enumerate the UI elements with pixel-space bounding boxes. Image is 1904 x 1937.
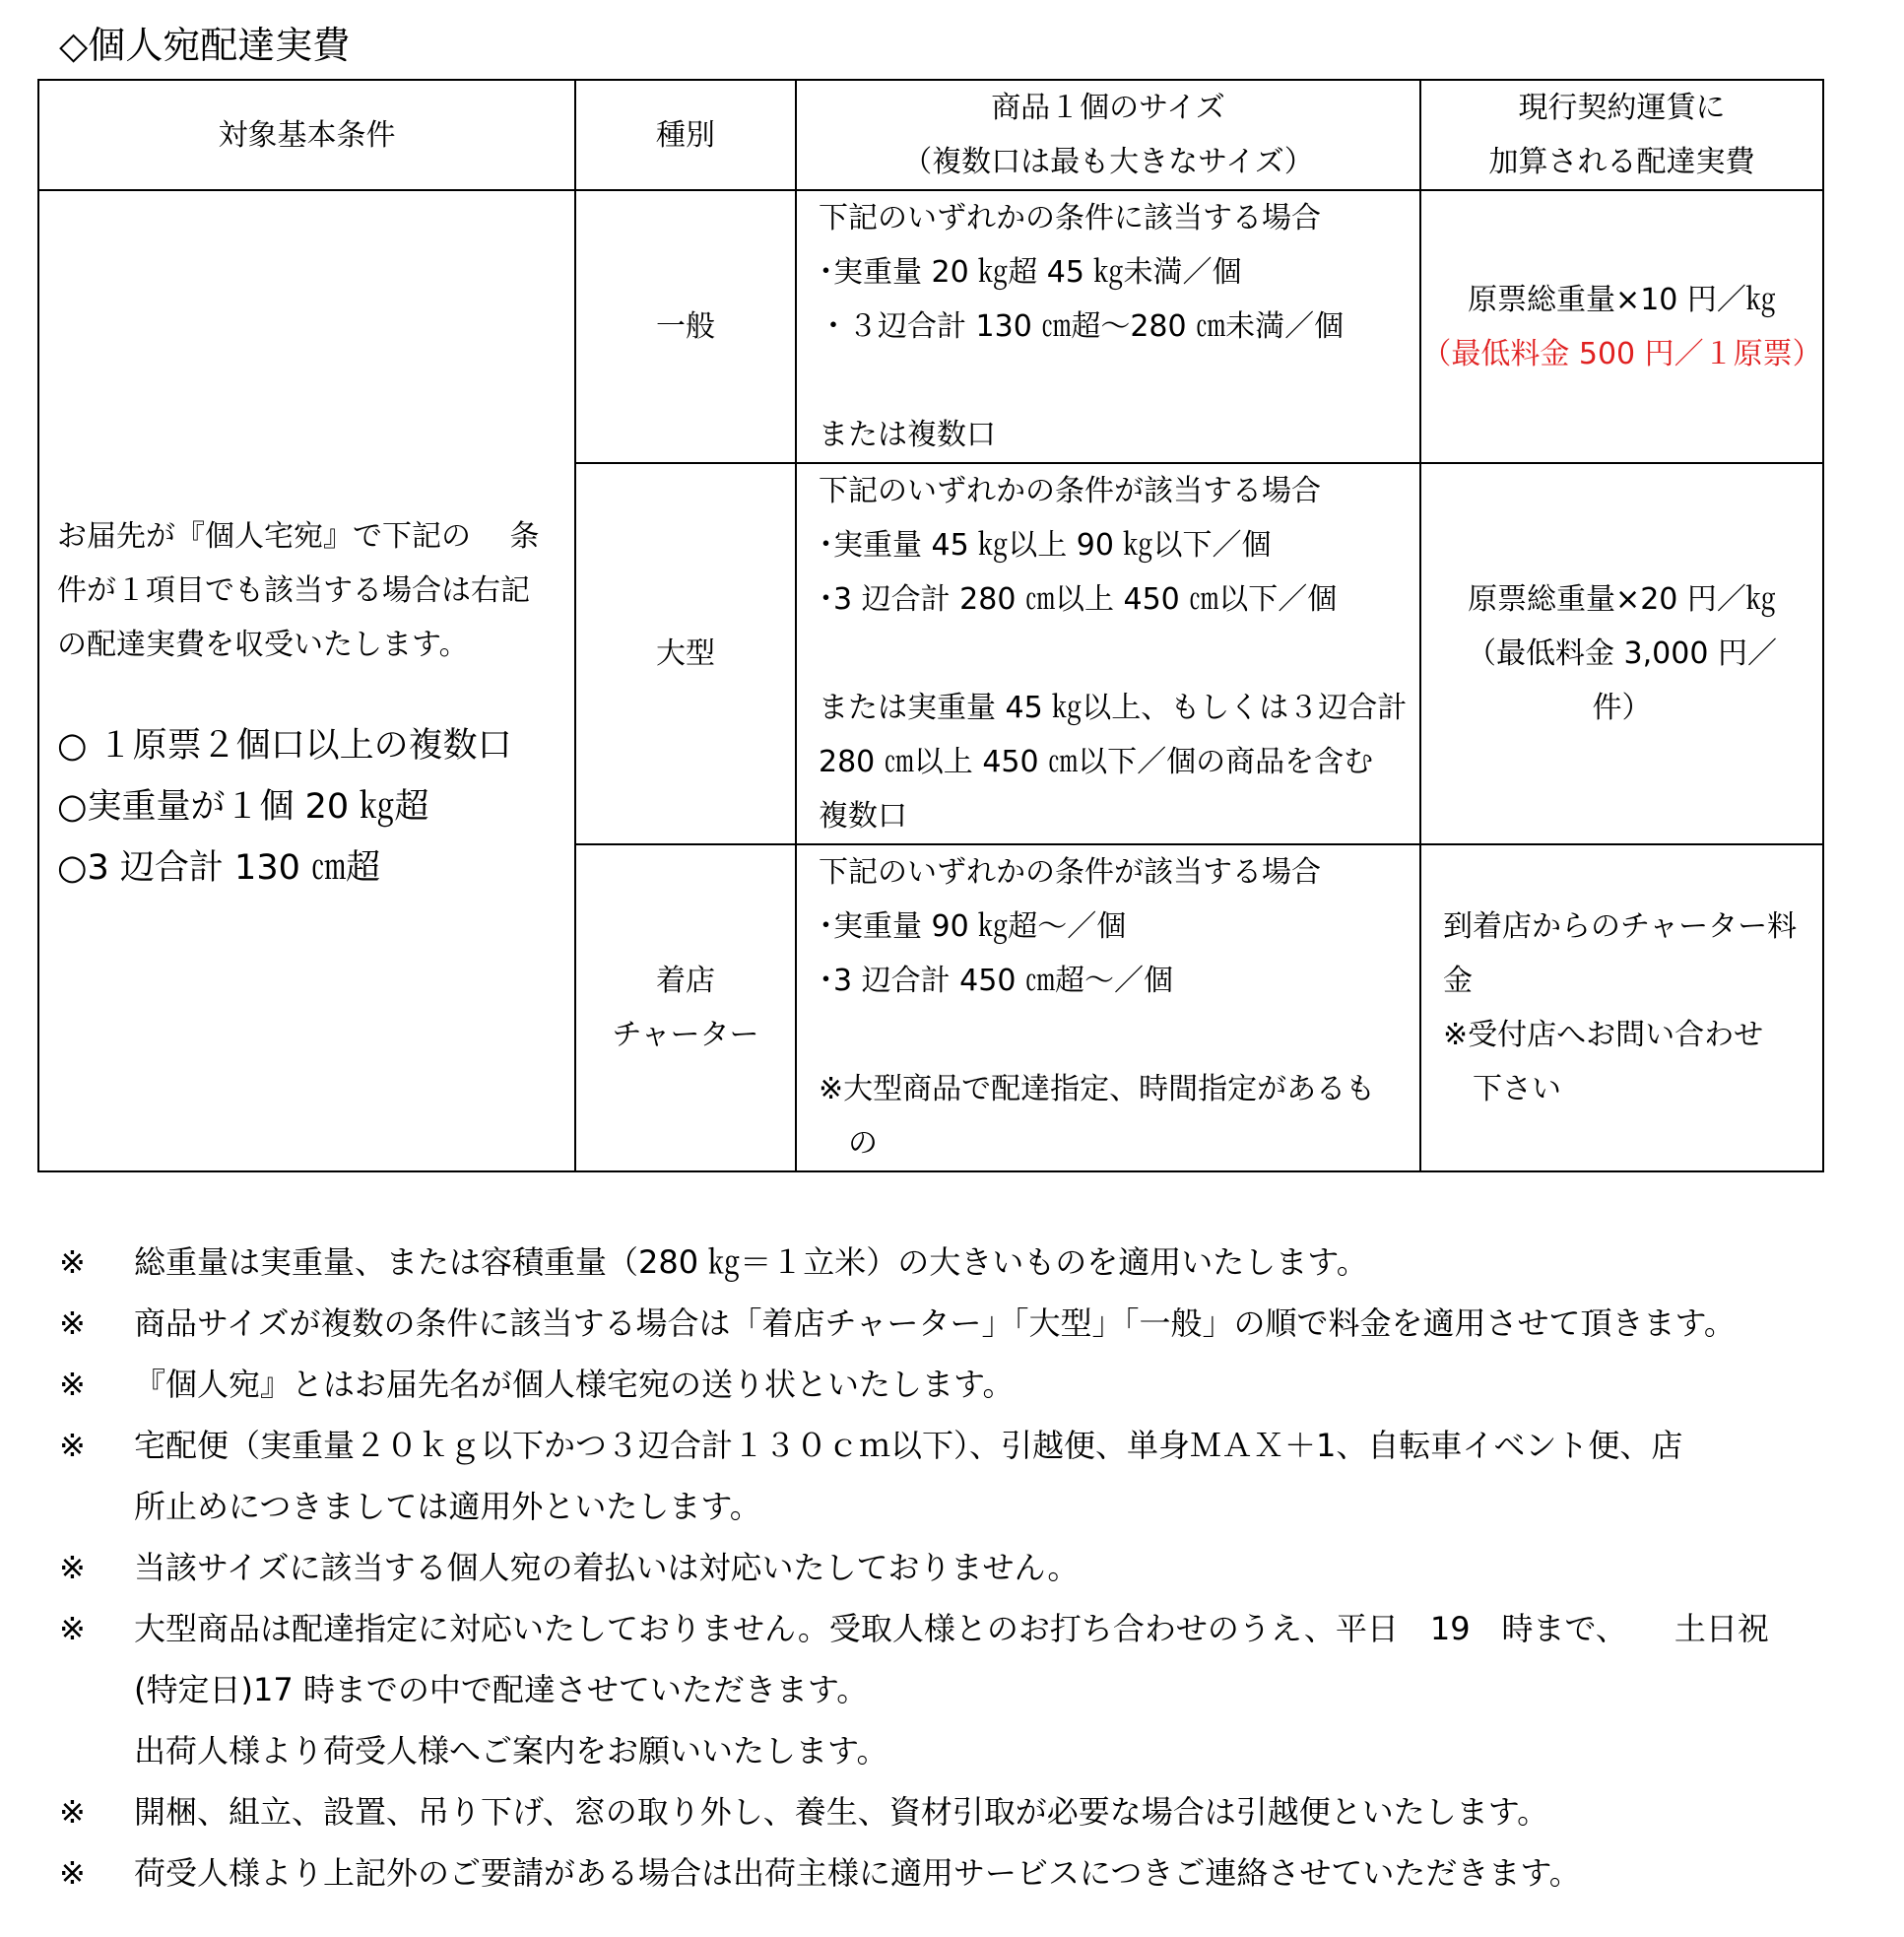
size-charter: 下記のいずれかの条件が該当する場合 ･実重量 90 ㎏超～／個 ･3 辺合計 450 ㎝超～／個 ※大型商品で配達指定、時間指定があるも の (796, 844, 1420, 1171)
note-mark: ※ (59, 1427, 86, 1464)
header-condition: 対象基本条件 (38, 80, 575, 190)
table-header-row (38, 80, 1823, 190)
note-item: ※ 当該サイズに該当する個人宛の着払いは対応いたしておりません。 (59, 1537, 1832, 1598)
note-item: ※ 『個人宛』とはお届先名が個人様宅宛の送り状といたします。 (59, 1354, 1832, 1415)
condition-item: ○ １原票２個口以上の複数口 (57, 726, 512, 766)
note-mark: ※ (59, 1304, 86, 1342)
delivery-fee-table (37, 79, 1824, 1172)
condition-item: ○実重量が１個 20 ㎏超 (57, 787, 429, 827)
type-general: 一般 (575, 190, 796, 463)
note-mark: ※ (59, 1793, 86, 1831)
condition-cell: お届先が『個人宅宛』で下記の 条 件が１項目でも該当する場合は右記 の配達実費を収受いたします。 ○ １原票２個口以上の複数口 ○実重量が１個 20 ㎏超 ○3 辺合計 130 ㎝超 (38, 190, 575, 1171)
fee-large: 原票総重量×20 円／㎏ （最低料金 3,000 円／ 件） (1420, 463, 1823, 844)
note-item: ※ 商品サイズが複数の条件に該当する場合は「着店チャーター」「大型」「一般」の順で料金を適用させて頂きます。 (59, 1293, 1832, 1354)
note-mark: ※ (59, 1854, 86, 1892)
note-item: ※ 宅配便（実重量２０ｋｇ以下かつ３辺合計１３０ｃｍ以下）、引越便、単身ＭＡＸ＋1、自転車イベント便、店 所止めにつきましては適用外といたします。 (59, 1415, 1832, 1537)
condition-item: ○3 辺合計 130 ㎝超 (57, 848, 380, 888)
note-item: ※ 荷受人様より上記外のご要請がある場合は出荷主様に適用サービスにつきご連絡させていただきます。 (59, 1842, 1832, 1904)
page-title: ◇個人宛配達実費 (59, 24, 351, 67)
header-fee: 現行契約運賃に 加算される配達実費 (1420, 80, 1823, 190)
note-item: ※ 開梱、組立、設置、吊り下げ、窓の取り外し、養生、資材引取が必要な場合は引越便といたします。 (59, 1781, 1832, 1842)
fee-charter: 到着店からのチャーター料 金 ※受付店へお問い合わせ 下さい (1420, 844, 1823, 1171)
type-large: 大型 (575, 463, 796, 844)
note-mark: ※ (59, 1549, 86, 1586)
note-mark: ※ (59, 1610, 86, 1647)
fee-general: 原票総重量×10 円／㎏ （最低料金 500 円／１原票） (1420, 190, 1823, 463)
header-size: 商品１個のサイズ （複数口は最も大きなサイズ） (796, 80, 1420, 190)
condition-intro: お届先が『個人宅宛』で下記の 条 (57, 519, 540, 554)
table-row-general (38, 190, 1823, 463)
size-general: 下記のいずれかの条件に該当する場合 ･実重量 20 ㎏超 45 ㎏未満／個 ・３辺合計 130 ㎝超～280 ㎝未満／個 または複数口 (796, 190, 1420, 463)
note-mark: ※ (59, 1366, 86, 1403)
type-charter: 着店 チャーター (575, 844, 796, 1171)
note-mark: ※ (59, 1243, 86, 1281)
notes-list (59, 1232, 1832, 1904)
note-item: ※ 大型商品は配達指定に対応いたしておりません。受取人様とのお打ち合わせのうえ、平日 19 時まで、 土日祝 (特定日)17 時までの中で配達させていただきます。 出荷人様より荷受人様へご案内をお願いいたします。 (59, 1598, 1832, 1781)
size-large: 下記のいずれかの条件が該当する場合 ･実重量 45 ㎏以上 90 ㎏以下／個 ･3 辺合計 280 ㎝以上 450 ㎝以下／個 または実重量 45 ㎏以上、もしくは３辺合計 280 ㎝以上 450 ㎝以下／個の商品を含む 複数口 (796, 463, 1420, 844)
minimum-fee-note: （最低料金 500 円／１原票） (1421, 336, 1822, 371)
note-item: ※ 総重量は実重量、または容積重量（280 ㎏＝１立米）の大きいものを適用いたします。 (59, 1232, 1832, 1293)
header-type: 種別 (575, 80, 796, 190)
